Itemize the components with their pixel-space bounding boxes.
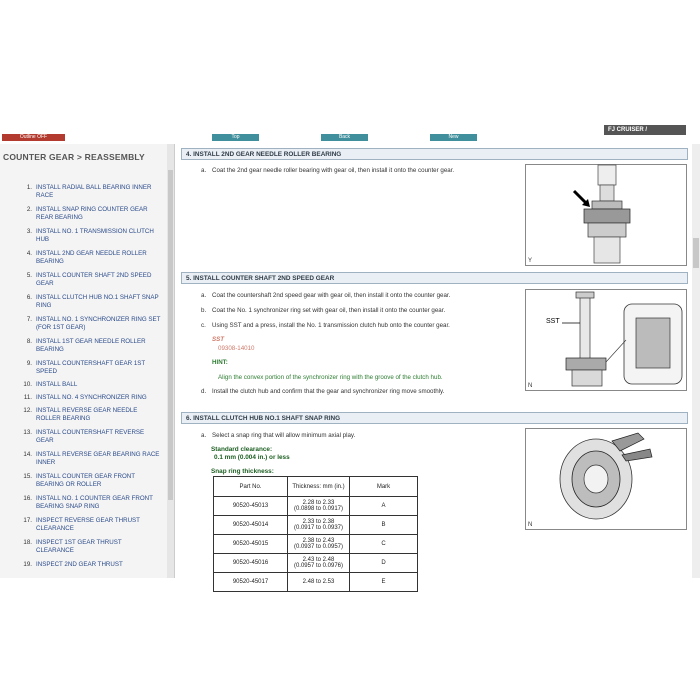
figure-clutch-hub-press [525,289,687,391]
sidebar-item-number: 10. [23,381,32,388]
sidebar-item-label[interactable]: INSTALL NO. 4 SYNCHRONIZER RING [36,394,147,401]
sidebar-item-number: 7. [26,316,32,323]
sidebar-item-label[interactable]: INSTALL REVERSE GEAR NEEDLE ROLLER BEARING [36,407,138,422]
sidebar-scroll-thumb[interactable] [168,170,173,500]
sidebar-item-number: 5. [26,272,32,279]
column-header-part-no: Part No. [214,477,288,497]
sidebar-item-label[interactable]: INSTALL COUNTERSHAFT REVERSE GEAR [36,429,145,444]
section-6-step-a [201,432,521,442]
thickness-mm: 2.43 to 2.48 [302,557,335,563]
sidebar-item-label[interactable]: INSTALL NO. 1 TRANSMISSION CLUTCH HUB [36,228,154,243]
figure-snap-ring [525,428,687,530]
main-scroll-thumb[interactable] [693,238,699,268]
column-header-thickness: Thickness: mm (in.) [288,477,350,497]
cell-thickness [288,554,350,573]
sidebar-item-label[interactable]: INSTALL 1ST GEAR NEEDLE ROLLER BEARING [36,338,146,353]
thickness-mm: 2.48 to 2.53 [302,579,335,585]
sidebar-item-label[interactable]: INSTALL COUNTER GEAR FRONT BEARING OR ROLLER [36,473,135,488]
step-text: Coat the 2nd gear needle roller bearing with gear oil, then install it onto the counter gear. [212,167,455,174]
hint-text: Align the convex portion of the synchronizer ring with the groove of the clutch hub. [218,374,443,381]
table-header-row [214,477,418,497]
sidebar-item-label[interactable]: INSPECT 2ND GEAR THRUST [36,561,123,568]
new-button[interactable]: New [430,134,477,141]
cell-mark: A [350,497,418,516]
sidebar-item-number: 8. [26,338,32,345]
sidebar-item-number: 13. [23,429,32,436]
figure-letter: N [528,522,533,528]
hint-label: HINT: [212,359,228,366]
cell-mark: C [350,535,418,554]
cell-mark: D [350,554,418,573]
step-letter: b. [201,307,207,314]
step-text: Select a snap ring that will allow minimum axial play. [212,432,356,439]
sidebar-item-label[interactable]: INSTALL COUNTER SHAFT 2ND SPEED GEAR [36,272,152,287]
sidebar-item-label[interactable]: INSTALL RADIAL BALL BEARING INNER RACE [36,184,152,199]
main-scrollbar[interactable] [692,144,700,578]
table-row [214,573,418,592]
thickness-mm: 2.38 to 2.43 [302,538,335,544]
step-text: Using SST and a press, install the No. 1 transmission clutch hub onto the counter gear. [212,322,450,329]
column-header-mark: Mark [350,477,418,497]
sidebar-item-number: 16. [23,495,32,502]
sidebar-item-label[interactable]: INSTALL NO. 1 SYNCHRONIZER RING SET (FOR 1ST GEAR) [36,316,161,331]
section-6-header: 6. INSTALL CLUTCH HUB NO.1 SHAFT SNAP RING [181,412,688,424]
sidebar-item-number: 3. [26,228,32,235]
cell-part-no: 90520-45014 [214,516,288,535]
sidebar-item-label[interactable]: INSPECT 1ST GEAR THRUST CLEARANCE [36,539,122,554]
figure-letter: N [528,383,533,389]
cell-thickness [288,516,350,535]
sidebar-item-number: 11. [23,394,32,401]
snap-ring-illustration [526,429,686,529]
main-content [177,144,700,585]
thickness-in: (0.0898 to 0.0917) [293,506,344,512]
step-letter: c. [201,322,206,329]
thickness-in: (0.0917 to 0.0937) [293,525,344,531]
sidebar-item-label[interactable]: INSTALL 2ND GEAR NEEDLE ROLLER BEARING [36,250,147,265]
section-5-step-c [201,322,521,332]
cell-part-no: 90520-45015 [214,535,288,554]
table-row [214,497,418,516]
step-letter: a. [201,167,207,174]
sidebar-item-number: 12. [23,407,32,414]
sidebar-item-label[interactable]: INSTALL SNAP RING COUNTER GEAR REAR BEARING [36,206,148,221]
section-5-step-a [201,292,521,302]
sidebar-item-number: 19. [23,561,32,568]
sidebar-item-label[interactable]: INSTALL NO. 1 COUNTER GEAR FRONT BEARING SNAP RING [36,495,153,510]
cell-mark: B [350,516,418,535]
section-4-header: 4. INSTALL 2ND GEAR NEEDLE ROLLER BEARING [181,148,688,160]
back-button[interactable]: Back [321,134,368,141]
table-row [214,554,418,573]
cell-thickness [288,573,350,592]
sidebar-item-label[interactable]: INSPECT REVERSE GEAR THRUST CLEARANCE [36,517,140,532]
gear-bearing-illustration [526,165,686,265]
sidebar-item-number: 9. [26,360,32,367]
sidebar-title: COUNTER GEAR > REASSEMBLY [3,152,145,162]
step-text: Install the clutch hub and confirm that the gear and synchronizer ring move smoothly. [212,388,445,395]
sidebar-item-number: 14. [23,451,32,458]
clutch-hub-press-illustration [526,290,686,390]
sst-label: SST [212,336,225,343]
sidebar-item-label[interactable]: INSTALL REVERSE GEAR BEARING RACE INNER [36,451,160,466]
step-letter: d. [201,388,207,395]
sidebar-item-number: 4. [26,250,32,257]
sst-number-link[interactable]: 09308-14010 [218,345,255,352]
step-letter: a. [201,432,207,439]
snap-ring-table [213,476,418,592]
sidebar-item-number: 18. [23,539,32,546]
sidebar-item-label[interactable]: INSTALL COUNTERSHAFT GEAR 1ST SPEED [36,360,146,375]
sidebar [0,144,175,578]
cell-thickness [288,497,350,516]
thickness-in: (0.0957 to 0.0976) [293,563,344,569]
step-text: Coat the No. 1 synchronizer ring set with gear oil, then install it onto the counter gear. [212,307,446,314]
clearance-value: 0.1 mm (0.004 in.) or less [214,454,290,461]
thickness-in: (0.0937 to 0.0957) [293,544,344,550]
section-5-step-b [201,307,521,317]
table-label: Snap ring thickness: [211,468,274,475]
sidebar-item-number: 2. [26,206,32,213]
section-5-step-d [201,388,521,398]
clearance-label: Standard clearance: [211,446,273,453]
figure-gear-bearing [525,164,687,266]
outline-toggle-button[interactable]: Outline OFF [2,134,65,141]
sidebar-scrollbar[interactable] [167,144,174,578]
cell-part-no: 90520-45017 [214,573,288,592]
section-5-header: 5. INSTALL COUNTER SHAFT 2ND SPEED GEAR [181,272,688,284]
table-row [214,535,418,554]
cell-part-no: 90520-45016 [214,554,288,573]
step-letter: a. [201,292,207,299]
sidebar-item-label[interactable]: INSTALL BALL [36,381,78,388]
sidebar-item-label[interactable]: INSTALL CLUTCH HUB NO.1 SHAFT SNAP RING [36,294,159,309]
top-button[interactable]: Top [212,134,259,141]
figure-letter: Y [528,258,533,264]
vehicle-brand-label: FJ CRUISER / [604,125,686,135]
cell-mark: E [350,573,418,592]
thickness-mm: 2.33 to 2.38 [302,519,335,525]
sidebar-item-number: 17. [23,517,32,524]
section-4-step-a [201,167,521,177]
thickness-mm: 2.28 to 2.33 [302,500,335,506]
sidebar-item-number: 15. [23,473,32,480]
sidebar-item-number: 6. [26,294,32,301]
table-row [214,516,418,535]
step-text: Coat the countershaft 2nd speed gear with gear oil, then install it onto the counter gear. [212,292,451,299]
sst-callout: SST [546,318,560,325]
sidebar-item-number: 1. [26,184,32,191]
cell-thickness [288,535,350,554]
cell-part-no: 90520-45013 [214,497,288,516]
